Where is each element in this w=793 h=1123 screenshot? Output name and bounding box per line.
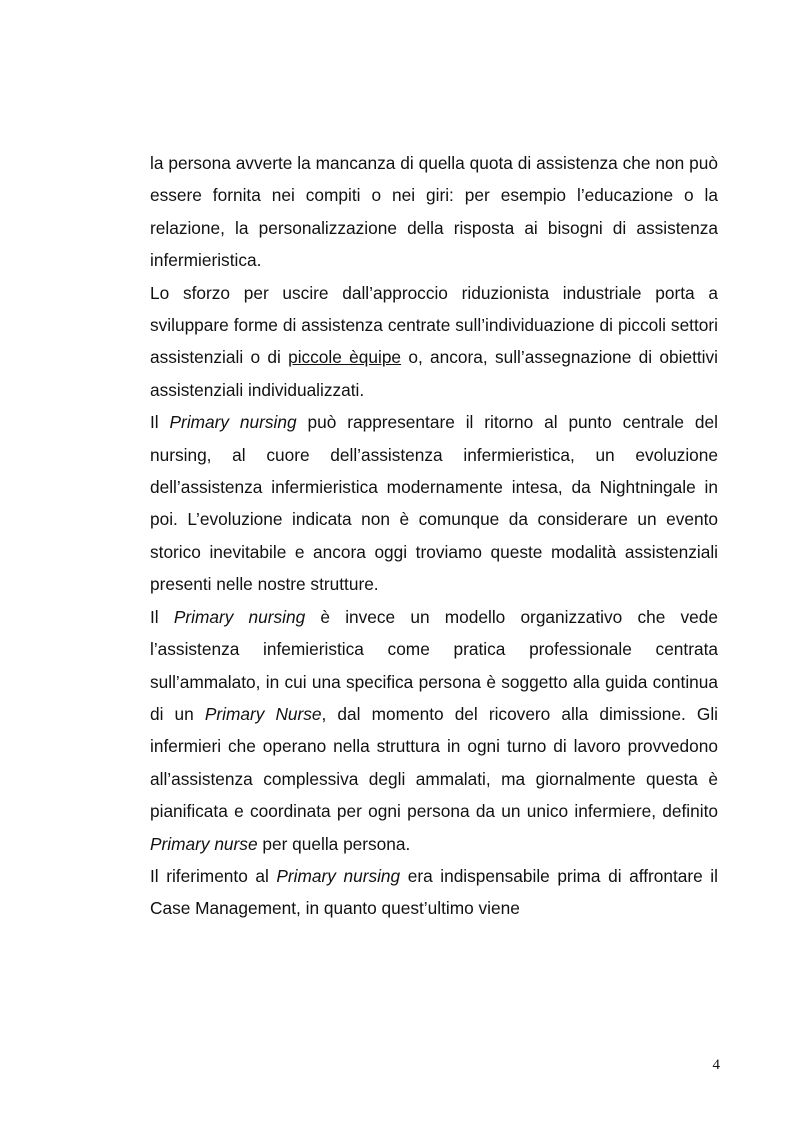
paragraph-5-text-b: era indispensabile prima di affrontare il Case Management, in quanto quest’ultimo viene (150, 865, 718, 919)
paragraph-4-text-b: è invece un modello organizzativo che vede l’assistenza infemieristica come pratica professionale centrata sull’ammalato, in cui una specifica persona è soggetto alla guida continua di un (150, 606, 718, 724)
paragraph-4-text-d: per quella persona. (257, 833, 411, 854)
paragraph-2 (150, 277, 718, 407)
paragraph-1-text: la persona avverte la mancanza di quella quota di assistenza che non può essere fornita nei compiti o nei giri: per esempio l’educazione o la relazione, la personalizzazione della risposta ai bisogni di assistenza infermieristica. (150, 153, 718, 271)
paragraph-4-text-a: Il (150, 606, 174, 627)
italic-term-primary-nurse-lower: Primary nurse (150, 833, 258, 854)
paragraph-2-text-b: o, ancora, sull’assegnazione di obiettivi assistenziali individualizzati. (150, 347, 718, 400)
paragraph-5 (150, 860, 718, 925)
paragraph-2-text-a: Lo sforzo per uscire dall’approccio riduzionista industriale porta a sviluppare forme di assistenza centrate sull’individuazione di piccoli settori assistenziali o di (150, 282, 718, 368)
page-number: 4 (712, 1057, 720, 1073)
italic-term-primary-nursing: Primary nursing (169, 412, 297, 433)
italic-term-primary-nurse: Primary Nurse (204, 703, 322, 724)
paragraph-4 (150, 601, 718, 860)
underlined-term-piccole-equipe: piccole èquipe (288, 347, 402, 368)
paragraph-1 (150, 147, 718, 277)
paragraph-4-text-c: , dal momento del ricovero alla dimissione. Gli infermieri che operano nella struttura in ogni turno di lavoro provvedono all’assistenza complessiva degli ammalati, ma giornalmente questa è pianificata e coordinata per ogni persona da un unico infermiere, definito (150, 703, 718, 822)
paragraph-3 (150, 406, 718, 600)
italic-term-primary-nursing: Primary nursing (276, 865, 401, 886)
italic-term-primary-nursing: Primary nursing (173, 606, 306, 627)
paragraph-5-text-a: Il riferimento al (150, 865, 277, 886)
paragraph-3-text-b: può rappresentare il ritorno al punto centrale del nursing, al cuore dell’assistenza infermieristica, un evoluzione dell’assistenza infermieristica modernamente intesa, da Nightningale in poi. L’evoluzione indicata non è comunque da considerare un evento storico inevitabile e ancora oggi troviamo queste modalità assistenziali presenti nelle nostre strutture. (150, 412, 718, 595)
paragraph-3-text-a: Il (150, 412, 170, 433)
body-text (150, 147, 718, 925)
